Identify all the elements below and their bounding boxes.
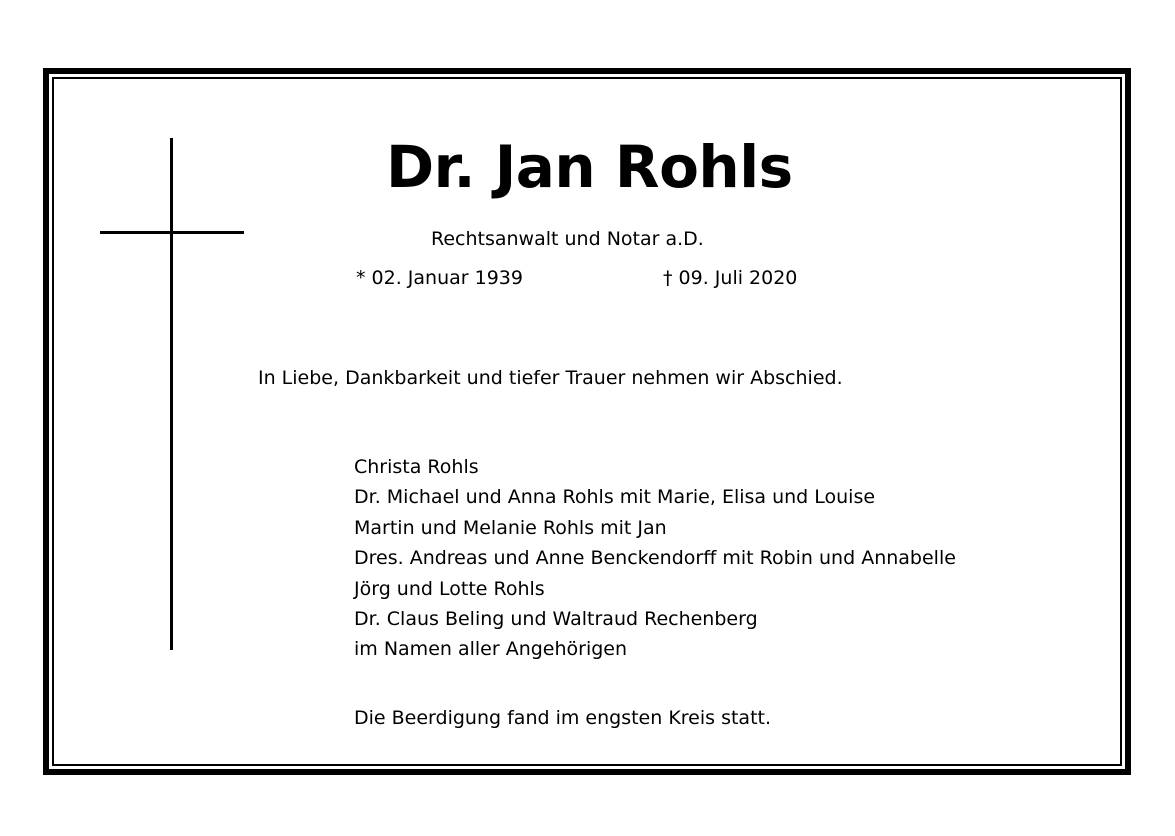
death-date: † 09. Juli 2020 xyxy=(663,267,798,289)
cross-icon-vertical-bar xyxy=(170,138,173,650)
mourner-entry: Dr. Claus Beling und Waltraud Rechenberg xyxy=(354,608,758,631)
mourner-entry: im Namen aller Angehörigen xyxy=(354,638,628,661)
birth-date: * 02. Januar 1939 xyxy=(356,267,523,289)
mourner-entry: Jörg und Lotte Rohls xyxy=(354,577,545,600)
mourner-entry: Dr. Michael und Anna Rohls mit Marie, Elisa und Louise xyxy=(354,486,876,509)
deceased-profession: Rechtsanwalt und Notar a.D. xyxy=(431,228,704,250)
mourners-list xyxy=(354,452,956,665)
mourner-entry: Martin und Melanie Rohls mit Jan xyxy=(354,516,667,539)
mourner-entry: Dres. Andreas und Anne Benckendorff mit Robin und Annabelle xyxy=(354,547,956,570)
cross-icon-horizontal-bar xyxy=(100,231,244,234)
farewell-text: In Liebe, Dankbarkeit und tiefer Trauer nehmen wir Abschied. xyxy=(258,367,843,389)
mourner-entry: Christa Rohls xyxy=(354,456,479,478)
funeral-note: Die Beerdigung fand im engsten Kreis statt. xyxy=(354,707,772,729)
deceased-name: Dr. Jan Rohls xyxy=(386,133,793,201)
